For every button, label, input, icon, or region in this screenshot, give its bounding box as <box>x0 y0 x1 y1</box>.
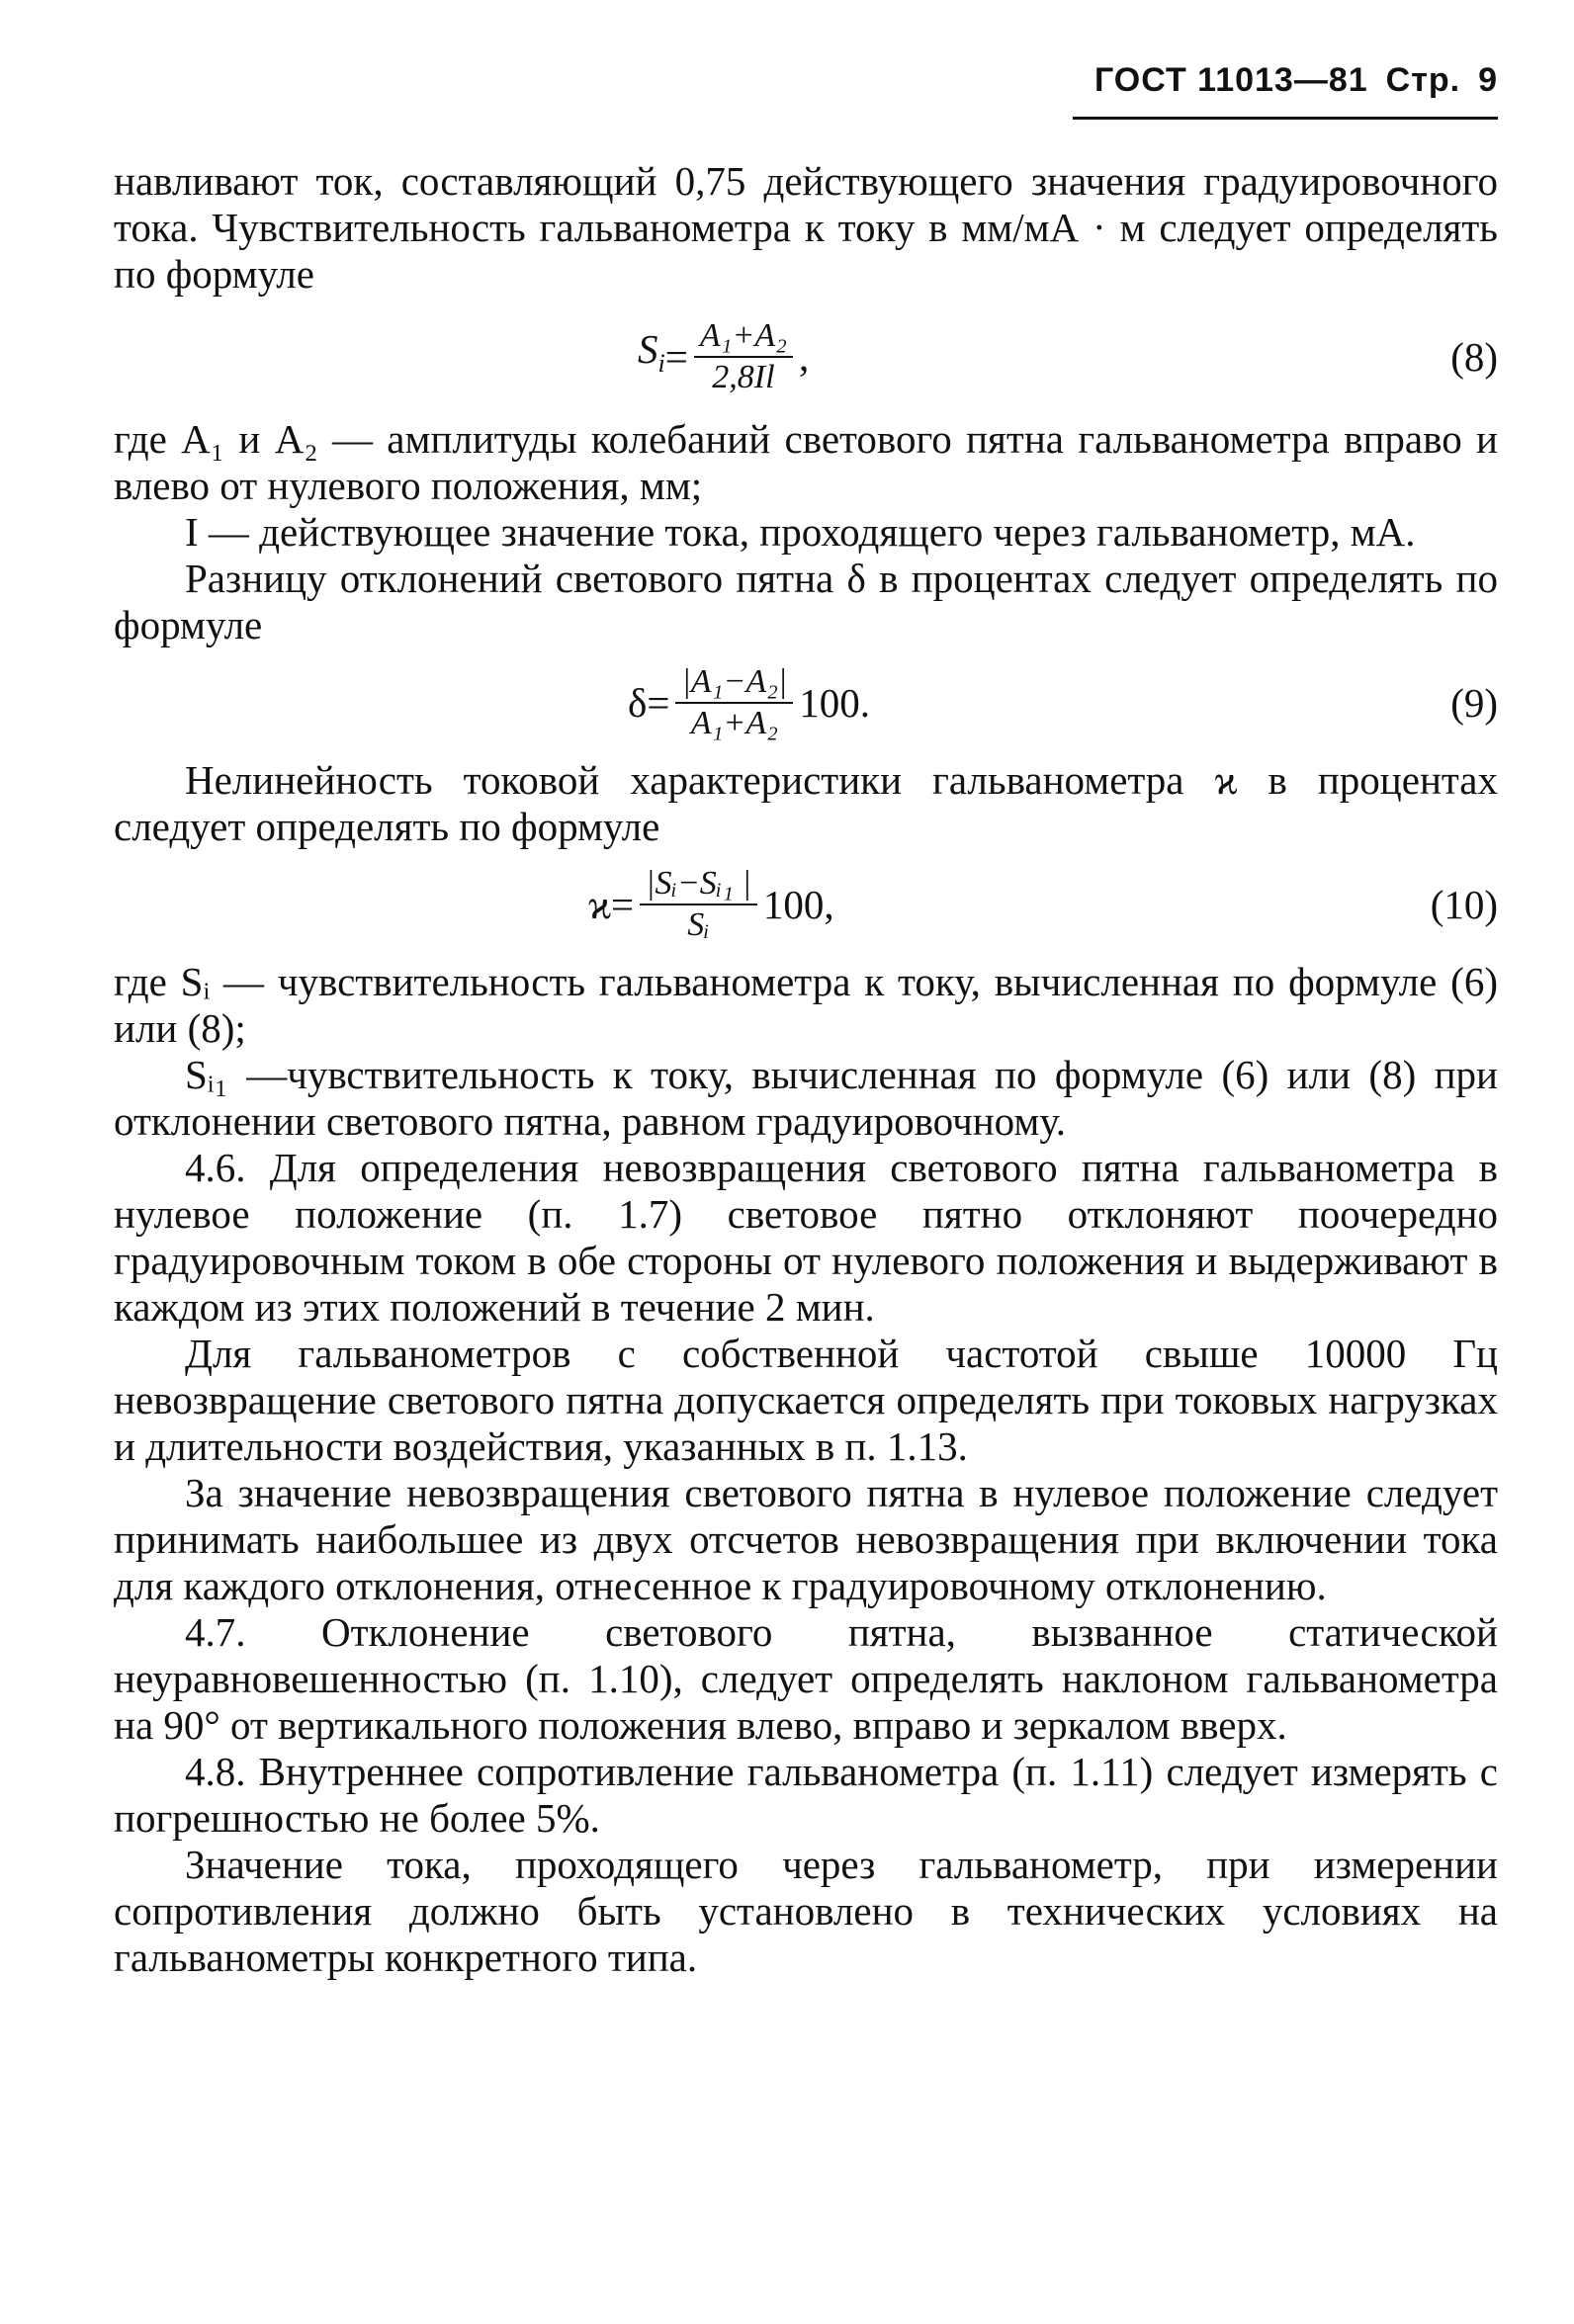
formula-number: (9) <box>1450 679 1498 726</box>
paragraph: I — действующее значение тока, проходящего через гальванометр, мА. <box>185 509 1416 555</box>
formula-lhs: δ <box>628 679 648 726</box>
formula-numerator: A₁+A₂ <box>694 316 793 358</box>
formula-number: (10) <box>1430 881 1498 927</box>
formula-eq: = <box>664 333 688 380</box>
formula-denominator: Sᵢ <box>687 906 710 943</box>
paragraph: Нелинейность токовой характеристики гальванометра ϰ в процентах следует определять по формуле <box>114 757 1498 849</box>
formula-eq: = <box>610 881 635 927</box>
formula-fraction <box>694 316 793 397</box>
formula-denominator: 2,8Il <box>712 359 775 395</box>
formula-lhs: ϰ <box>588 881 611 927</box>
paragraph: Значение тока, проходящего через гальванометр, при измерении сопротивления должно быть установлено в технических условиях на гальванометры конкретного типа. <box>114 1842 1498 1980</box>
paragraph: 4.7. Отклонение светового пятна, вызванное статической неуравновешенностью (п. 1.10), следует определять наклоном гальванометра на 90° от вертикального положения влево, вправо и зеркалом вверх. <box>114 1609 1498 1748</box>
page-header <box>1073 61 1498 100</box>
formula-tail: 100. <box>799 679 871 726</box>
formula-8 <box>114 298 1498 416</box>
document-body <box>114 158 1498 1981</box>
formula-tail: , <box>798 333 810 380</box>
formula-numerator: |Sᵢ−Sᵢ₁ | <box>640 864 757 905</box>
formula-fraction <box>640 864 757 945</box>
page-label: Стр. <box>1385 61 1461 99</box>
formula-eq: = <box>647 679 670 726</box>
header-rule <box>1073 117 1498 120</box>
paragraph: где A₁ и A₂ — амплитуды колебаний светового пятна гальванометра вправо и влево от нулевого положения, мм; <box>114 416 1498 508</box>
formula-10 <box>114 850 1498 959</box>
formula-9 <box>114 648 1498 757</box>
formula-numerator: |A₁−A₂| <box>675 662 793 704</box>
paragraph: где Sᵢ — чувствительность гальванометра к току, вычисленная по формуле (6) или (8); <box>114 959 1498 1051</box>
paragraph: За значение невозвращения светового пятна в нулевое положение следует принимать наибольшее из двух отсчетов невозвращения при включении тока для каждого отклонения, отнесенное к градуировочному отклонению. <box>114 1470 1498 1608</box>
paragraph: 4.8. Внутреннее сопротивление гальванометра (п. 1.11) следует измерять с погрешностью не более 5%. <box>114 1749 1498 1841</box>
paragraph: Разницу отклонений светового пятна δ в процентах следует определять по формуле <box>114 556 1498 647</box>
paragraph: 4.6. Для определения невозвращения светового пятна гальванометра в нулевое положение (п. 1.7) световое пятно отклоняют поочередно градуировочным током в обе стороны от нулевого положения и выдерживают в каждом из этих положений в течение 2 мин. <box>114 1145 1498 1330</box>
formula-number: (8) <box>1450 333 1498 380</box>
formula-lhs: $S_i$ <box>638 326 665 379</box>
paragraph: Sᵢ₁ —чувствительность к току, вычисленная по формуле (6) или (8) при отклонении светового пятна, равном градуировочному. <box>114 1052 1498 1144</box>
formula-denominator: A₁+A₂ <box>690 705 778 741</box>
gost-number: ГОСТ 11013—81 <box>1093 61 1368 99</box>
paragraph: Для гальванометров с собственной частотой свыше 10000 Гц невозвращение светового пятна допускается определять при токовых нагрузках и длительности воздействия, указанных в п. 1.13. <box>114 1331 1498 1469</box>
paragraph: навливают ток, составляющий 0,75 действующего значения градуировочного тока. Чувствительность гальванометра к току в мм/мА · м следует определять по формуле <box>114 158 1498 297</box>
formula-tail: 100, <box>762 881 834 927</box>
formula-fraction <box>675 662 793 743</box>
page-number: 9 <box>1478 61 1498 99</box>
